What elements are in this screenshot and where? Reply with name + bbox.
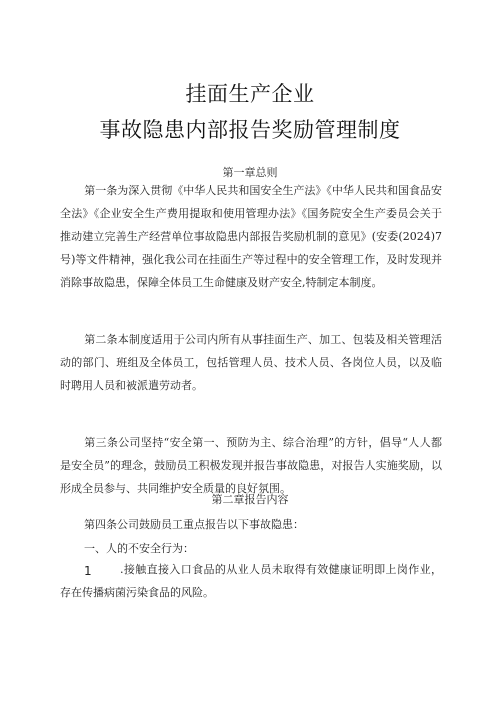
article-three-paragraph: 第三条公司坚持“安全第一、预防为主、综合治理”的方针，倡导“人人都是安全员”的理念，鼓励员工积极发现并报告事故隐患，对报告人实施奖励，以形成全员参与、共同维护安全质量的良好氛围。 bbox=[60, 436, 442, 495]
article-two-paragraph: 第二条本制度适用于公司内所有从事挂面生产、加工、包装及相关管理活动的部门、班组及全体员工，包括管理人员、技术人员、各岗位人员，以及临时聘用人员和被派遣劳动者。 bbox=[60, 333, 442, 392]
item-one-heading: 一、人的不安全行为： bbox=[84, 542, 194, 555]
article-four-line: 第四条公司鼓励员工重点报告以下事故隐患： bbox=[84, 518, 304, 531]
document-title-line1: 挂面生产企业 bbox=[185, 82, 315, 106]
item-1-number: 1 bbox=[84, 564, 92, 578]
item-1-paragraph: .接触直接入口食品的从业人员未取得有效健康证明即上岗作业，存在传播病菌污染食品的风险。 bbox=[60, 563, 442, 599]
document-title-line2: 事故隐患内部报告奖励管理制度 bbox=[99, 118, 401, 142]
chapter-two-heading: 第二章报告内容 bbox=[211, 493, 289, 506]
article-one-paragraph: 第一条为深入贯彻《中华人民共和国安全生产法》《中华人民共和国食品安全法》《企业安全生产费用提取和使用管理办法》《国务院安全生产委员会关于推动建立完善生产经营单位事故隐患内部报告奖励机制的意见》(安委(2024)7号)等文件精神，强化我公司在挂面生产等过程中的安全管理工作，及时发现并消除事故隐患，保障全体员工生命健康及财产安全,特制定本制度。 bbox=[60, 184, 442, 289]
chapter-one-heading: 第一章总则 bbox=[222, 166, 278, 179]
